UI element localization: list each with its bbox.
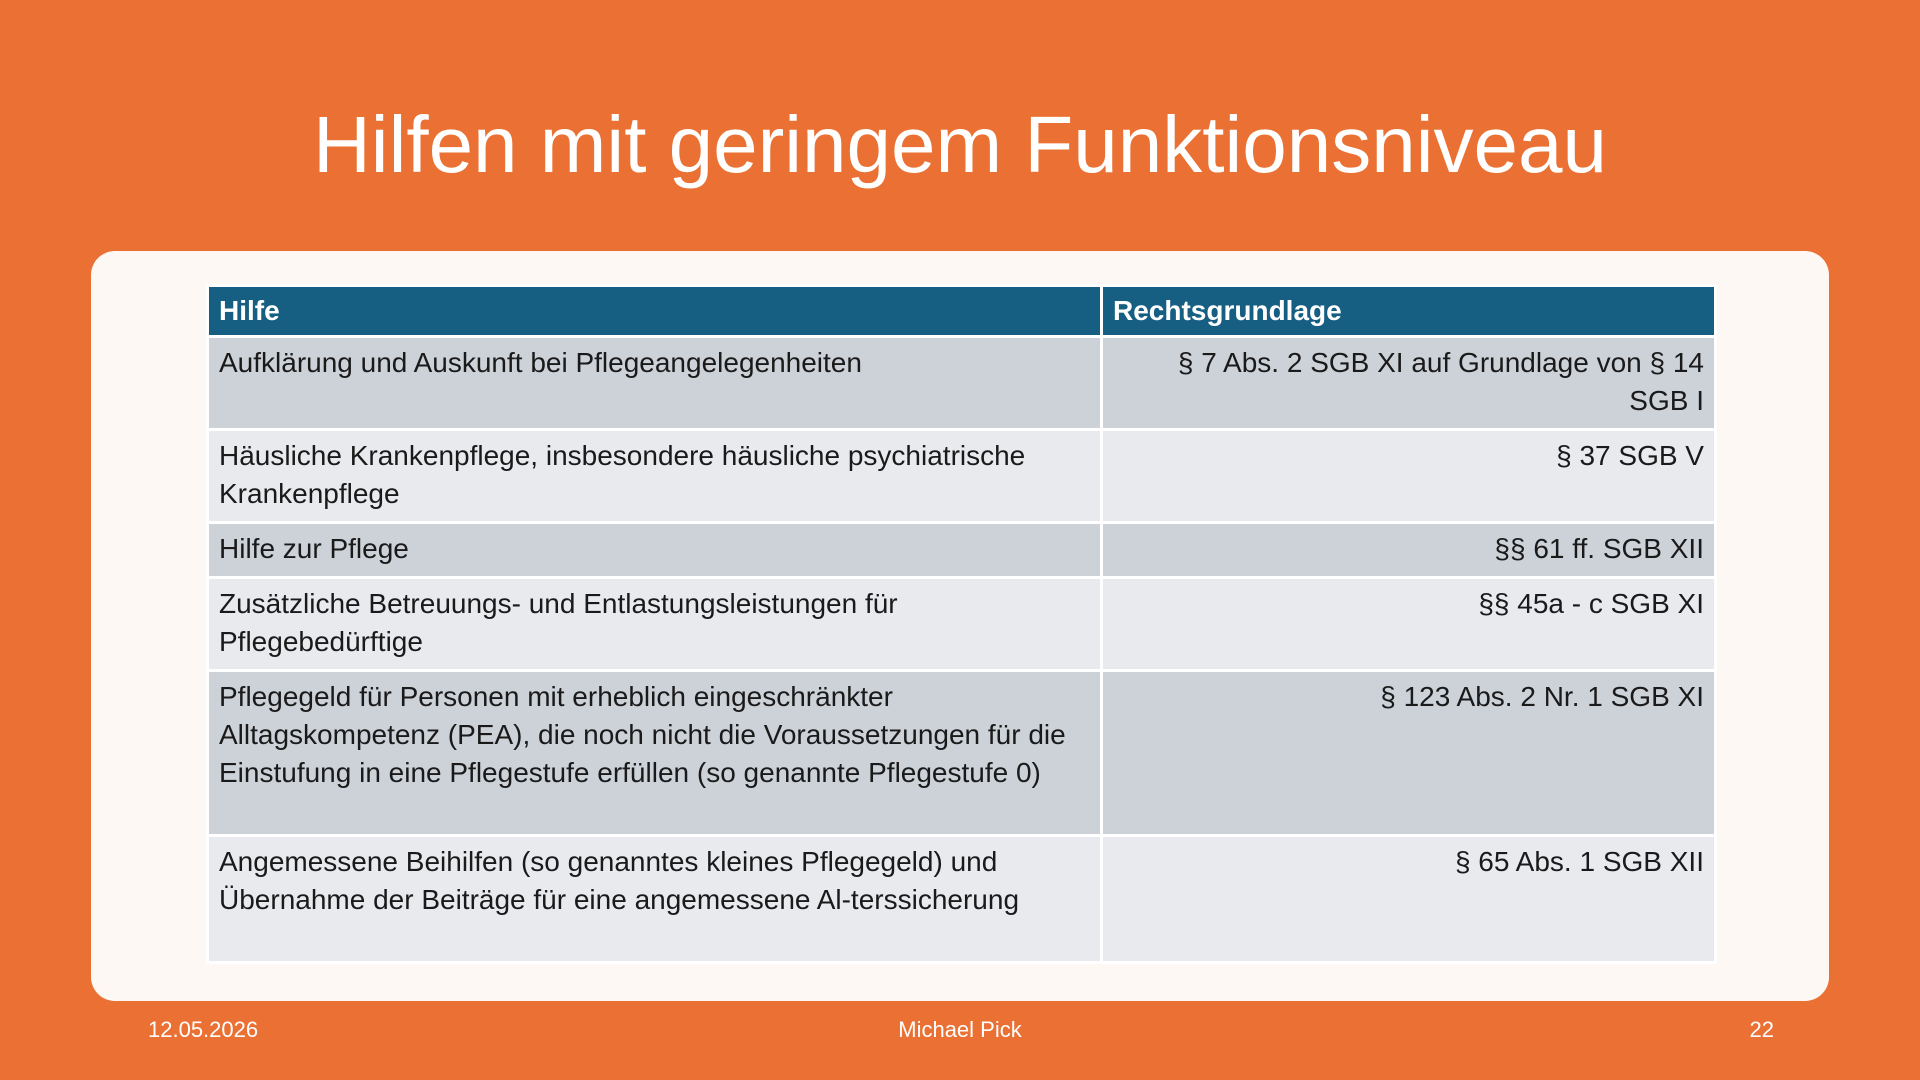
cell-hilfe: Hilfe zur Pflege [208,523,1102,578]
table-row [208,671,1716,836]
cell-rechtsgrundlage: § 7 Abs. 2 SGB XI auf Grundlage von § 14 SGB I [1102,337,1716,430]
table-row [208,337,1716,430]
cell-hilfe: Zusätzliche Betreuungs- und Entlastungsleistungen für Pflegebedürftige [208,578,1102,671]
legal-basis-table [206,284,1717,964]
column-header-rechtsgrundlage: Rechtsgrundlage [1102,286,1716,337]
cell-rechtsgrundlage: §§ 61 ff. SGB XII [1102,523,1716,578]
column-header-hilfe: Hilfe [208,286,1102,337]
cell-hilfe: Pflegegeld für Personen mit erheblich eingeschränkter Alltagskompetenz (PEA), die noch nicht die Voraussetzungen für die Einstufung in eine Pflegestufe erfüllen (so genannte Pflegestufe 0) [208,671,1102,836]
cell-hilfe: Aufklärung und Auskunft bei Pflegeangelegenheiten [208,337,1102,430]
table-row [208,523,1716,578]
page-number: 22 [1749,1017,1774,1042]
cell-rechtsgrundlage: § 37 SGB V [1102,430,1716,523]
slide-title: Hilfen mit geringem Funktionsniveau [313,100,1607,189]
cell-rechtsgrundlage: § 123 Abs. 2 Nr. 1 SGB XI [1102,671,1716,836]
cell-hilfe: Angemessene Beihilfen (so genanntes kleines Pflegegeld) und Übernahme der Beiträge für eine angemessene Al-terssicherung [208,836,1102,963]
table-header-row [208,286,1716,337]
cell-rechtsgrundlage: § 65 Abs. 1 SGB XII [1102,836,1716,963]
footer-author: Michael Pick [898,1017,1022,1042]
table-row [208,430,1716,523]
cell-hilfe: Häusliche Krankenpflege, insbesondere häusliche psychiatrische Krankenpflege [208,430,1102,523]
table-row [208,836,1716,963]
cell-rechtsgrundlage: §§ 45a - c SGB XI [1102,578,1716,671]
footer-date: 12.05.2026 [148,1017,259,1042]
table-row [208,578,1716,671]
